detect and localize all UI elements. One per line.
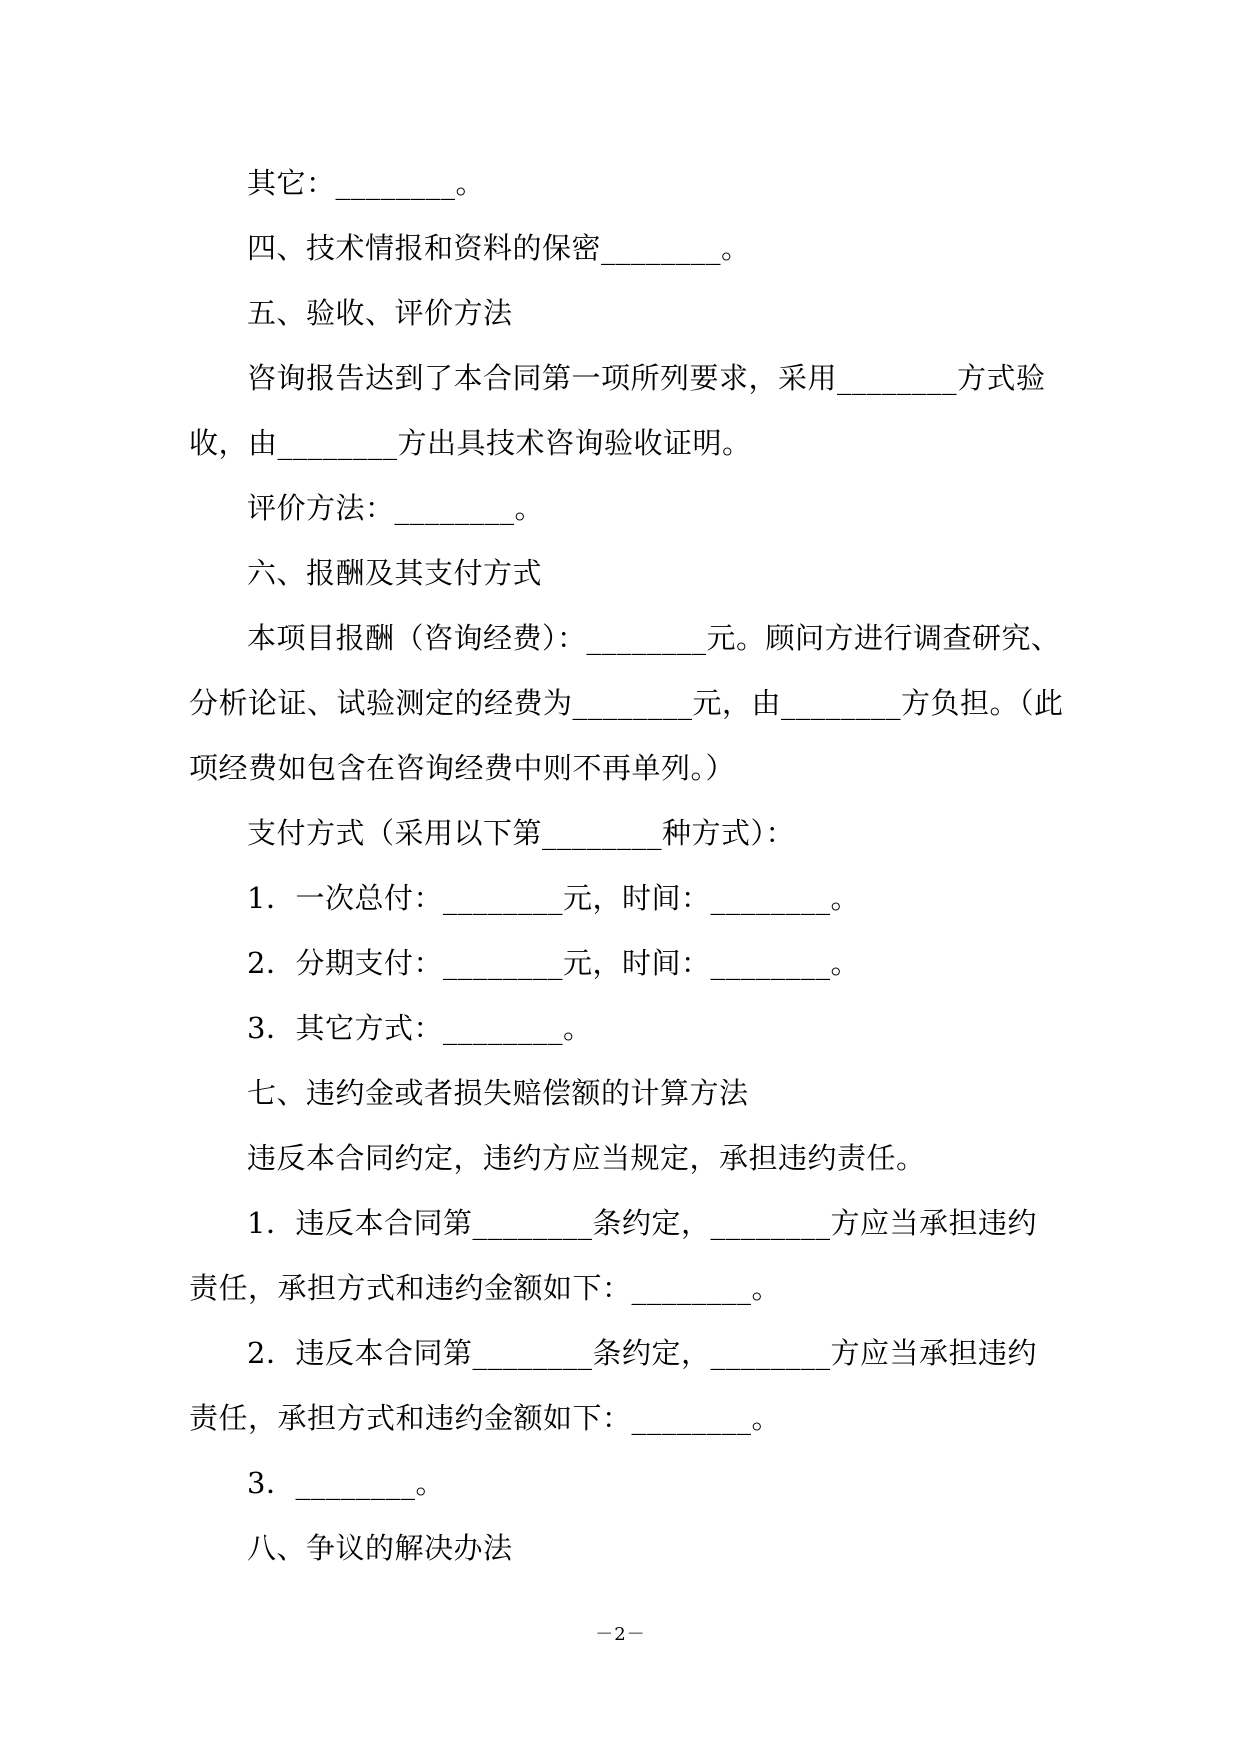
line-text: 2．违反本合同第________条约定，________方应当承担违约 [247, 1336, 1037, 1370]
line-text: 六、报酬及其支付方式 [247, 556, 543, 590]
line-text: 分析论证、试验测定的经费为________元，由________方负担。（此 [189, 686, 1064, 720]
list-item [189, 938, 1057, 1003]
paragraph-line [189, 678, 1064, 743]
list-item [189, 1198, 1057, 1263]
line-text: 1．一次总付：________元，时间：________。 [247, 881, 860, 915]
line-text: 违反本合同约定，违约方应当规定，承担违约责任。 [247, 1141, 926, 1175]
section-heading [189, 1068, 1057, 1133]
line-text: 四、技术情报和资料的保密________。 [247, 231, 751, 265]
line-text: 收，由________方出具技术咨询验收证明。 [189, 426, 752, 460]
page-number: －2－ [595, 1624, 646, 1645]
paragraph-line [189, 353, 1057, 418]
list-item [189, 1003, 1057, 1068]
section-heading [189, 288, 1057, 353]
line-text: 本项目报酬（咨询经费）：________元。顾问方进行调查研究、 [247, 621, 1061, 655]
line-text: 责任，承担方式和违约金额如下：________。 [189, 1401, 782, 1435]
line-text: 项经费如包含在咨询经费中则不再单列。） [189, 751, 736, 785]
line-text: 咨询报告达到了本合同第一项所列要求，采用________方式验 [247, 361, 1046, 395]
line-text: 五、验收、评价方法 [247, 296, 513, 330]
list-item [189, 1328, 1057, 1393]
paragraph-line [189, 418, 1057, 483]
line-text: 1．违反本合同第________条约定，________方应当承担违约 [247, 1206, 1037, 1240]
section-heading [189, 548, 1057, 613]
paragraph-line [189, 158, 1057, 223]
line-text: 评价方法：________。 [247, 491, 545, 525]
line-text: 八、争议的解决办法 [247, 1531, 513, 1565]
line-text: 2．分期支付：________元，时间：________。 [247, 946, 860, 980]
line-text: 支付方式（采用以下第________种方式）： [247, 816, 796, 850]
paragraph-line [189, 743, 1057, 808]
line-text: 其它：________。 [247, 166, 486, 200]
list-item [189, 873, 1057, 938]
paragraph-line [189, 483, 1057, 548]
line-text: 3．________。 [247, 1466, 445, 1500]
paragraph-line [189, 1393, 1057, 1458]
paragraph-line [189, 1133, 1057, 1198]
paragraph-line [189, 808, 1057, 873]
line-text: 3．其它方式：________。 [247, 1011, 593, 1045]
section-heading [189, 1523, 1057, 1588]
line-text: 七、违约金或者损失赔偿额的计算方法 [247, 1076, 749, 1110]
line-text: 责任，承担方式和违约金额如下：________。 [189, 1271, 782, 1305]
paragraph-line [189, 1263, 1057, 1328]
paragraph-line [189, 223, 1057, 288]
paragraph-line [189, 613, 1061, 678]
list-item [189, 1458, 1057, 1523]
document-body [189, 158, 1064, 1588]
